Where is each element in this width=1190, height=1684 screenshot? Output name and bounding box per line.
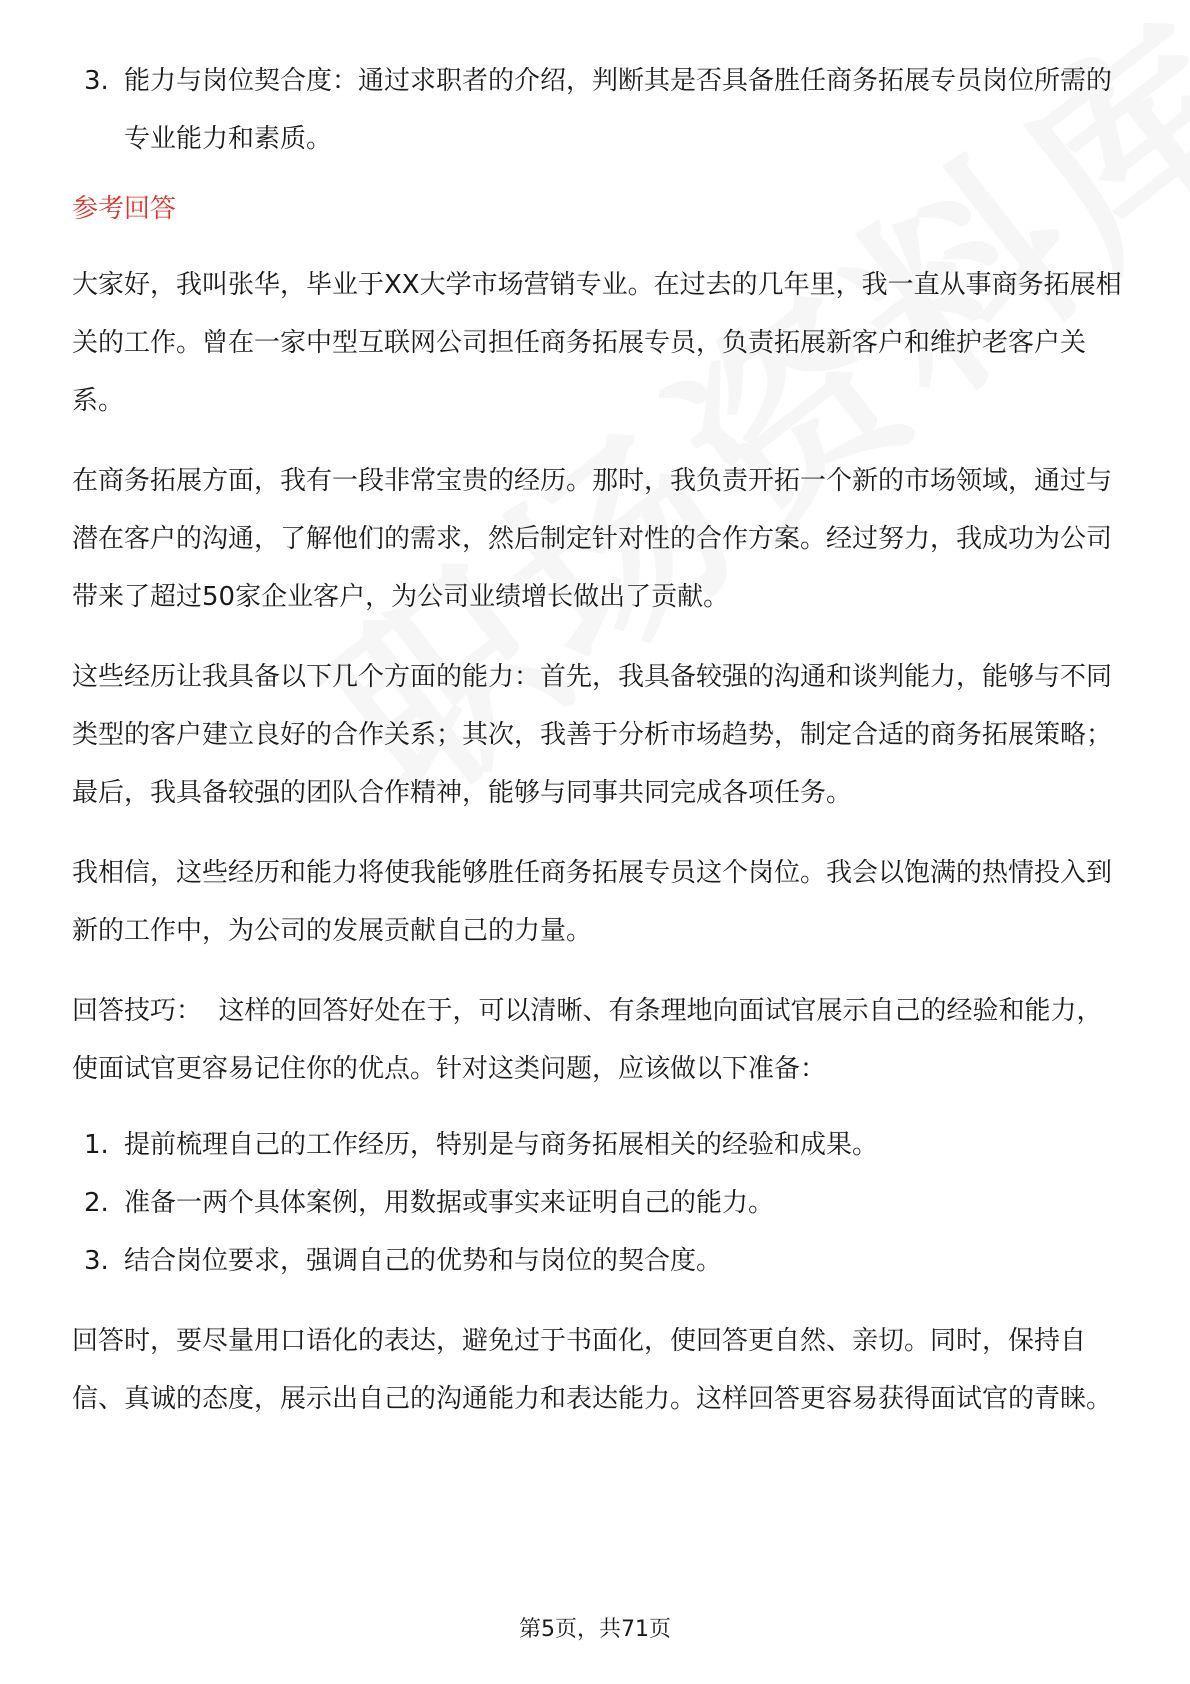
document-body	[72, 52, 1122, 1428]
tips-list	[72, 1116, 1122, 1290]
answer-paragraph-1: 大家好，我叫张华，毕业于XX大学市场营销专业。在过去的几年里，我一直从事商务拓展相关的工作。曾在一家中型互联网公司担任商务拓展专员，负责拓展新客户和维护老客户关系。	[72, 270, 1122, 416]
list-number: 3.	[84, 66, 109, 96]
tips-paragraph: 回答技巧： 这样的回答好处在于，可以清晰、有条理地向面试官展示自己的经验和能力，使面试官更容易记住你的优点。针对这类问题，应该做以下准备：	[72, 996, 1103, 1084]
list-item	[72, 1174, 1122, 1232]
section-heading: 参考回答	[72, 194, 177, 224]
list-item	[72, 52, 1122, 168]
list-text: 能力与岗位契合度：通过求职者的介绍，判断其是否具备胜任商务拓展专员岗位所需的专业能力和素质。	[124, 66, 1113, 154]
list-item	[72, 1116, 1122, 1174]
top-list	[72, 52, 1122, 168]
list-item	[72, 1232, 1122, 1290]
list-text: 提前梳理自己的工作经历，特别是与商务拓展相关的经验和成果。	[124, 1130, 879, 1160]
list-number: 2.	[84, 1188, 109, 1218]
answer-paragraph-4: 我相信，这些经历和能力将使我能够胜任商务拓展专员这个岗位。我会以饱满的热情投入到新的工作中，为公司的发展贡献自己的力量。	[72, 858, 1113, 946]
closing-paragraph: 回答时，要尽量用口语化的表达，避免过于书面化，使回答更自然、亲切。同时，保持自信、真诚的态度，展示出自己的沟通能力和表达能力。这样回答更容易获得面试官的青睐。	[72, 1326, 1113, 1414]
list-text: 准备一两个具体案例，用数据或事实来证明自己的能力。	[124, 1188, 775, 1218]
answer-paragraph-2: 在商务拓展方面，我有一段非常宝贵的经历。那时，我负责开拓一个新的市场领域，通过与潜在客户的沟通，了解他们的需求，然后制定针对性的合作方案。经过努力，我成功为公司带来了超过50家企业客户，为公司业绩增长做出了贡献。	[72, 466, 1113, 612]
answer-paragraph-3: 这些经历让我具备以下几个方面的能力：首先，我具备较强的沟通和谈判能力，能够与不同类型的客户建立良好的合作关系；其次，我善于分析市场趋势，制定合适的商务拓展策略；最后，我具备较强的团队合作精神，能够与同事共同完成各项任务。	[72, 662, 1113, 808]
page-footer: 第5页，共71页	[519, 1617, 671, 1642]
list-text: 结合岗位要求，强调自己的优势和与岗位的契合度。	[124, 1246, 723, 1276]
list-number: 1.	[84, 1130, 109, 1160]
list-number: 3.	[84, 1246, 109, 1276]
